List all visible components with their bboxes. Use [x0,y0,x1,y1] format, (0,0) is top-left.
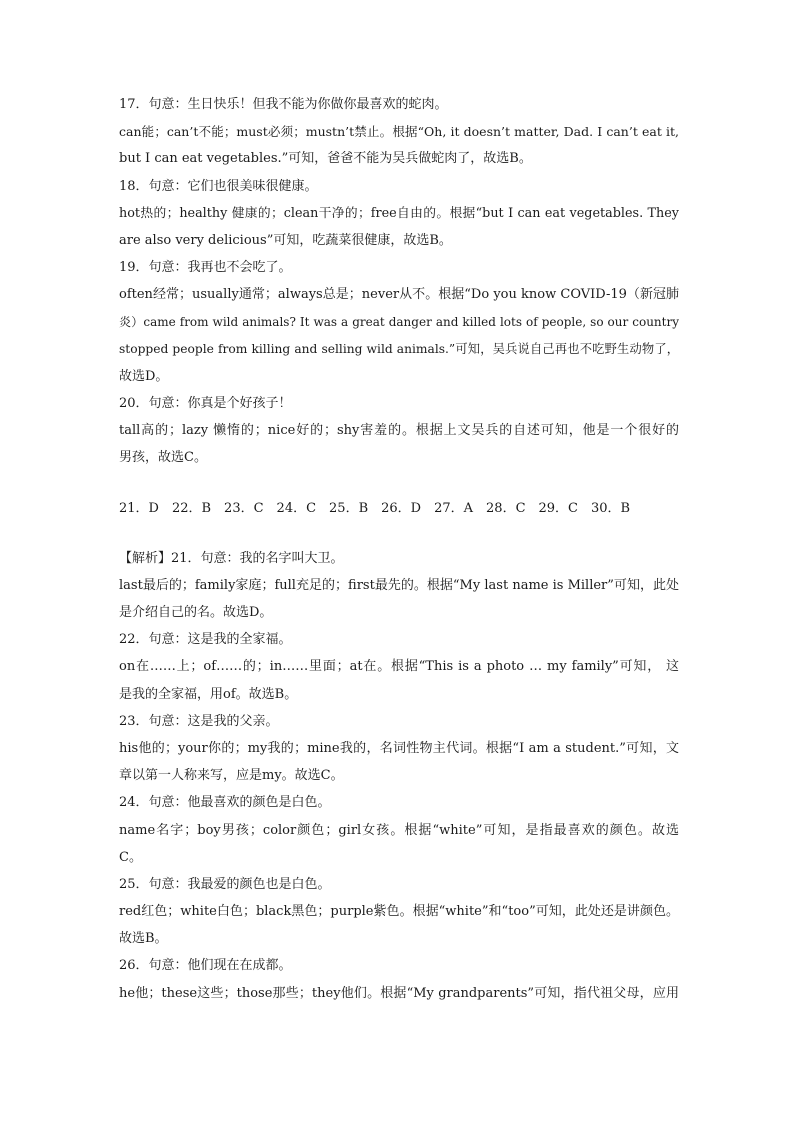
question-24-conclusion: C。 [119,849,142,865]
question-19-conclusion: 故选D。 [119,368,169,384]
question-26-heading: 26．句意：他们现在在成都。 [119,958,292,974]
question-24-heading: 24．句意：他最喜欢的颜色是白色。 [119,795,331,811]
question-23-conclusion: 章以第一人称来写，应是my。故选C。 [119,768,344,784]
question-19-explanation-cont: 炎）came from wild animals? It was a great danger and killed lots of people, so our country [119,314,679,329]
question-19-explanation: often经常；usually通常；always总是；never从不。根据“Do you know COVID-19（新冠肺 [119,287,679,303]
question-18-explanation: hot热的；healthy 健康的；clean干净的；free自由的。根据“but I can eat vegetables. They [119,205,679,221]
question-20-conclusion: 男孩，故选C。 [119,450,207,466]
question-20-heading: 20．句意：你真是个好孩子！ [119,396,292,412]
document-body [119,91,679,1007]
question-17-explanation: can能；can’t不能；must必须；mustn’t禁止。根据“Oh, it doesn’t matter, Dad. I can’t eat it, [119,124,679,140]
question-22-heading: 22．句意：这是我的全家福。 [119,632,292,648]
question-21-explanation: last最后的；family家庭；full充足的；first最先的。根据“My last name is Miller”可知，此处 [119,577,679,593]
question-22-explanation: on在……上；of……的；in……里面；at在。根据“This is a photo … my family”可知， 这 [119,659,679,675]
question-17-conclusion: but I can eat vegetables.”可知，爸爸不能为吴兵做蛇肉了，故选B。 [119,151,532,167]
question-20-explanation: tall高的；lazy 懒惰的；nice好的；shy害羞的。根据上文吴兵的自述可知，他是一个很好的 [119,423,679,439]
answer-key: 21．D 22．B 23．C 24．C 25．B 26．D 27．A 28．C 29．C 30．B [119,500,631,516]
section-spacer [119,472,679,495]
question-23-heading: 23．句意：这是我的父亲。 [119,713,279,729]
question-25-conclusion: 故选B。 [119,931,168,947]
question-26-explanation: he他；these这些；those那些；they他们。根据“My grandparents”可知，指代祖父母，应用 [119,985,679,1001]
question-19-explanation-cont: stopped people from killing and selling wild animals.”可知，吴兵说自己再也不吃野生动物了， [119,341,679,356]
question-25-heading: 25．句意：我最爱的颜色也是白色。 [119,876,331,892]
section-spacer [119,522,679,545]
question-17-heading: 17．句意：生日快乐！但我不能为你做你最喜欢的蛇肉。 [119,97,448,112]
question-22-conclusion: 是我的全家福，用of。故选B。 [119,686,298,702]
question-23-explanation: his他的；your你的；my我的；mine我的，名词性物主代词。根据“I am a student.”可知，文 [119,740,679,756]
question-19-heading: 19．句意：我再也不会吃了。 [119,260,292,276]
question-25-explanation: red红色；white白色；black黑色；purple紫色。根据“white”和“too”可知，此处还是讲颜色。 [119,904,679,920]
question-24-explanation: name名字；boy男孩；color颜色；girl女孩。根据“white”可知，是指最喜欢的颜色。故选 [119,822,679,838]
question-21-conclusion: 是介绍自己的名。故选D。 [119,605,273,620]
analysis-heading: 【解析】21．句意：我的名字叫大卫。 [119,550,344,566]
question-18-conclusion: are also very delicious”可知，吃蔬菜很健康，故选B。 [119,232,452,248]
question-18-heading: 18．句意：它们也很美味很健康。 [119,178,318,194]
